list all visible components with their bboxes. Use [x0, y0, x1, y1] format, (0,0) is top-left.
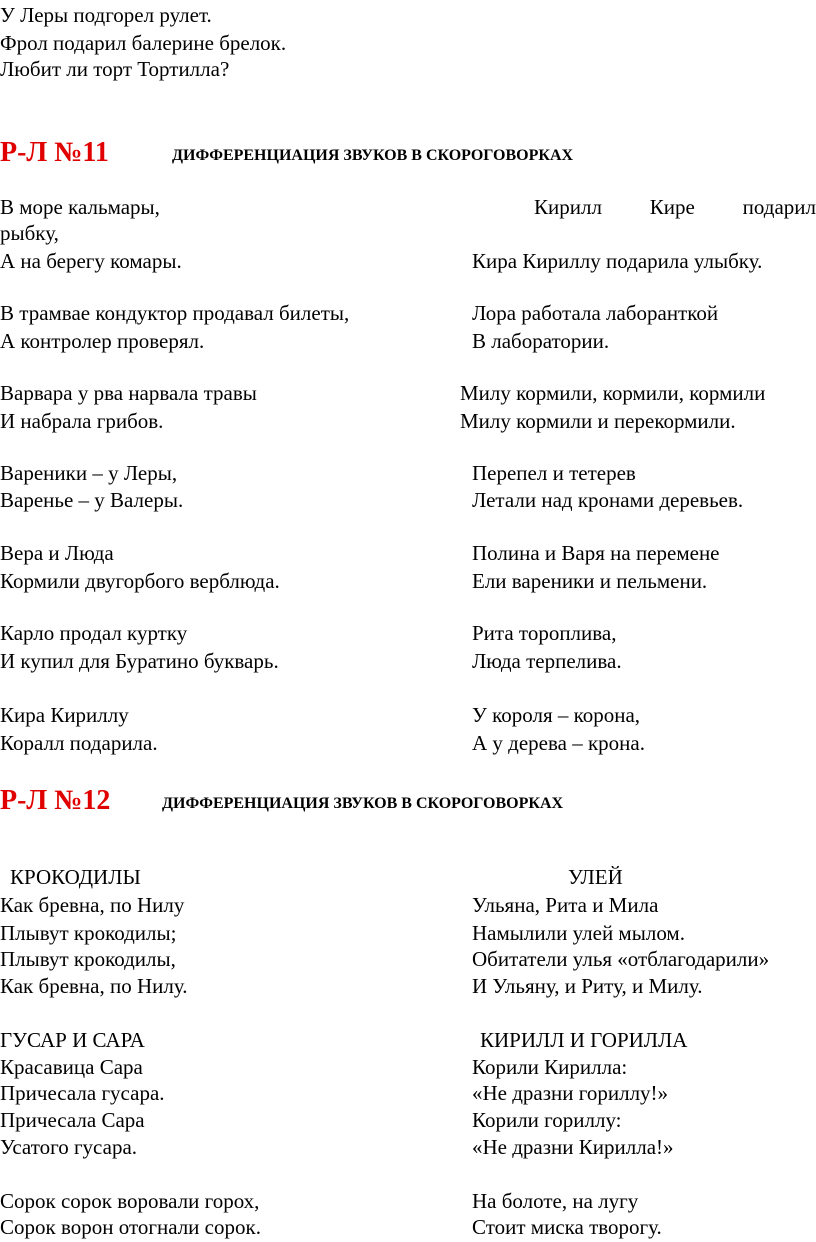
- poem-line-right: Полина и Варя на перемене: [472, 541, 720, 565]
- poem-line-left: Сорок сорок воровали горох,: [0, 1189, 260, 1213]
- poem-line-right: «Не дразни Кирилла!»: [472, 1135, 674, 1159]
- poem-line-right: «Не дразни гориллу!»: [472, 1081, 669, 1105]
- section-11-title: ДИФФЕРЕНЦИАЦИЯ ЗВУКОВ В СКОРОГОВОРКАХ: [172, 147, 574, 164]
- poem-line-left: Как бревна, по Нилу: [0, 893, 185, 917]
- word: подарил: [742, 195, 816, 219]
- poem-line-left: Усатого гусара.: [0, 1135, 138, 1159]
- poem-line-left: Варвара у рва нарвала травы: [0, 381, 257, 405]
- poem-title-left: КРОКОДИЛЫ: [10, 865, 141, 889]
- poem-line-right: Лора работала лаборанткой: [472, 301, 719, 325]
- poem-line-right: Милу кормили и перекормили.: [460, 409, 736, 433]
- poem-line-right: В лаборатории.: [472, 329, 610, 353]
- poem-line-left: И купил для Буратино букварь.: [0, 649, 279, 673]
- poem-line-right: А у дерева – крона.: [472, 731, 645, 755]
- poem-line-left: Кира Кириллу: [0, 703, 129, 727]
- poem-line-right: На болоте, на лугу: [472, 1189, 639, 1213]
- poem-line-right: Перепел и тетерев: [472, 461, 636, 485]
- poem-line-right: И Ульяну, и Риту, и Милу.: [472, 974, 703, 998]
- poem-line-left: Карло продал куртку: [0, 621, 188, 645]
- poem-line-right: Корили Кирилла:: [472, 1055, 628, 1079]
- poem-line-right: Люда терпелива.: [472, 649, 622, 673]
- intro-line-1: У Леры подгорел рулет.: [0, 3, 212, 27]
- poem-title-left: ГУСАР И САРА: [0, 1028, 145, 1052]
- poem-line-right-justified: [534, 194, 816, 221]
- section-11-first-row: [0, 194, 816, 221]
- poem-line-left: Варенье – у Валеры.: [0, 488, 184, 512]
- poem-line-left: Как бревна, по Нилу.: [0, 974, 188, 998]
- word: Кире: [649, 195, 695, 219]
- poem-line-left: В море кальмары,: [0, 195, 160, 219]
- poem-line-left: Причесала Сара: [0, 1108, 145, 1132]
- section-11-wrap-line: рыбку,: [0, 221, 59, 245]
- poem-line-left: Красавица Сара: [0, 1055, 143, 1079]
- poem-line-right: Стоит миска творогу.: [472, 1215, 662, 1239]
- poem-line-left: Причесала гусара.: [0, 1081, 165, 1105]
- poem-line-right: У короля – корона,: [472, 703, 641, 727]
- poem-line-right: Корили гориллу:: [472, 1108, 622, 1132]
- poem-line-right: Ульяна, Рита и Мила: [472, 893, 659, 917]
- poem-line-left: Сорок ворон отогнали сорок.: [0, 1215, 261, 1239]
- poem-line-left: Плывут крокодилы;: [0, 921, 177, 945]
- poem-line-left: А на берегу комары.: [0, 249, 182, 273]
- section-12-title: ДИФФЕРЕНЦИАЦИЯ ЗВУКОВ В СКОРОГОВОРКАХ: [162, 795, 564, 812]
- intro-line-3: Любит ли торт Тортилла?: [0, 57, 230, 81]
- poem-line-right: Намылили улей мылом.: [472, 921, 685, 945]
- poem-line-left: И набрала грибов.: [0, 409, 164, 433]
- poem-line-right: Летали над кронами деревьев.: [472, 488, 744, 512]
- poem-line-left: Вера и Люда: [0, 541, 114, 565]
- intro-line-2: Фрол подарил балерине брелок.: [0, 31, 287, 55]
- section-12-number: Р-Л №12: [0, 785, 111, 816]
- poem-line-left: А контролер проверял.: [0, 329, 205, 353]
- poem-line-right: Милу кормили, кормили, кормили: [460, 381, 766, 405]
- poem-title-right: КИРИЛЛ И ГОРИЛЛА: [480, 1028, 688, 1052]
- poem-line-left: Плывут крокодилы,: [0, 947, 176, 971]
- poem-line-left: Коралл подарила.: [0, 731, 158, 755]
- poem-line-right: Кира Кириллу подарила улыбку.: [472, 249, 763, 273]
- poem-line-right: Рита тороплива,: [472, 621, 617, 645]
- poem-line-left: Кормили двугорбого верблюда.: [0, 569, 280, 593]
- section-11-number: Р-Л №11: [0, 137, 109, 168]
- poem-line-right: Обитатели улья «отблагодарили»: [472, 947, 770, 971]
- poem-line-left: Вареники – у Леры,: [0, 461, 178, 485]
- poem-line-left: В трамвае кондуктор продавал билеты,: [0, 301, 350, 325]
- poem-line-right: Ели вареники и пельмени.: [472, 569, 708, 593]
- word: Кирилл: [534, 195, 602, 219]
- poem-title-right: УЛЕЙ: [568, 865, 623, 889]
